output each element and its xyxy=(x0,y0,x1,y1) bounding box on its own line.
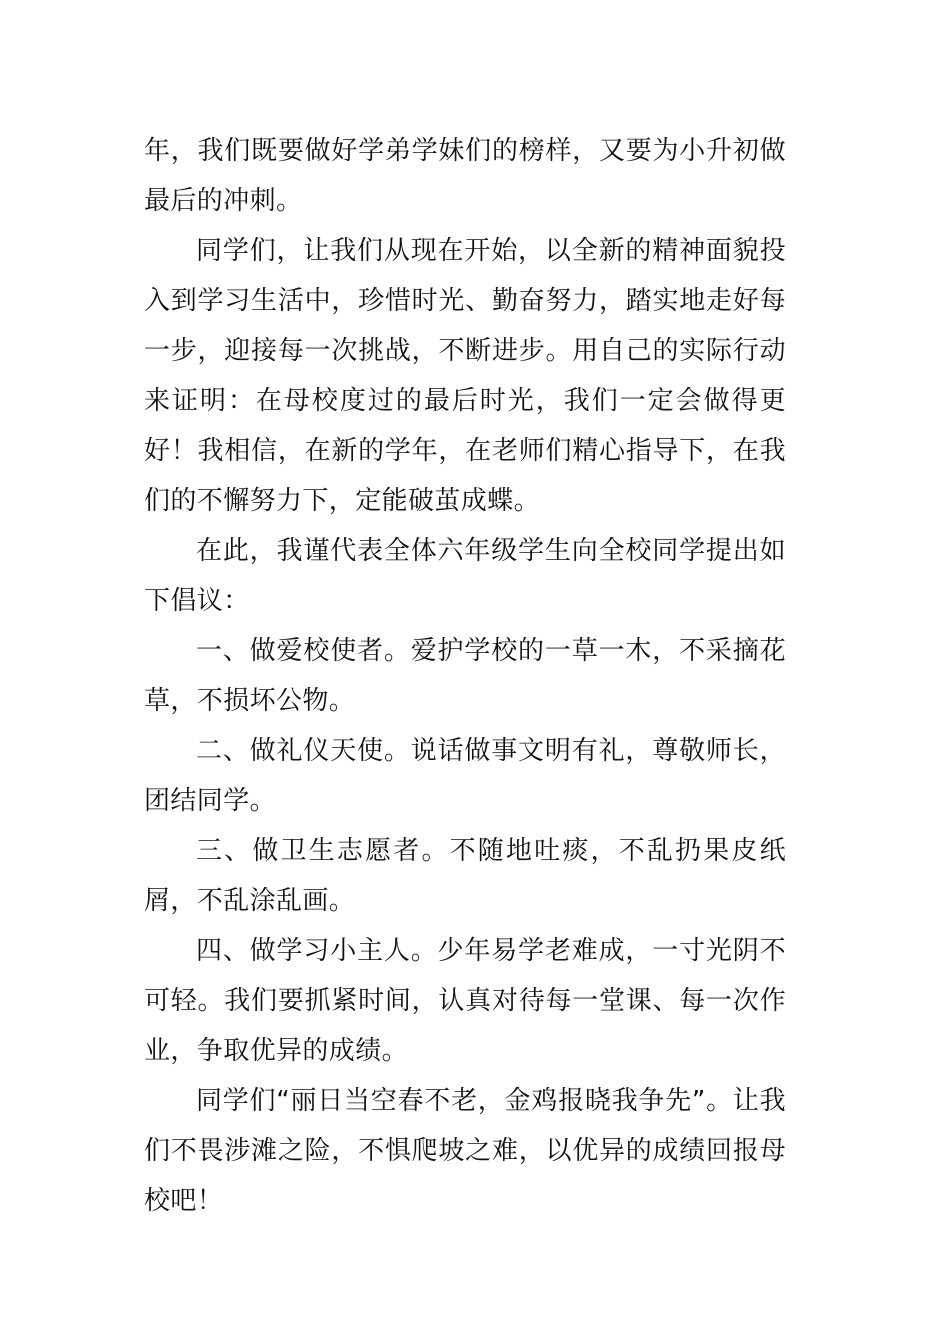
proposal-item-2: 二、做礼仪天使。说话做事文明有礼，尊敬师长，团结同学。 xyxy=(144,736,786,816)
proposal-item-3: 三、做卫生志愿者。不随地吐痰，不乱扔果皮纸屑，不乱涂乱画。 xyxy=(144,836,786,916)
paragraph-continuation: 年，我们既要做好学弟学妹们的榜样，又要为小升初做最后的冲刺。 xyxy=(144,136,786,216)
paragraph-call-to-action: 同学们，让我们从现在开始，以全新的精神面貌投入到学习生活中，珍惜时光、勤奋努力，踏实地走好每一步，迎接每一次挑战，不断进步。用自己的实际行动来证明：在母校度过的最后时光，我们一定会做得更好！我相信，在新的学年，在老师们精心指导下，在我们的不懈努力下，定能破茧成蝶。 xyxy=(144,236,786,516)
document-page xyxy=(144,126,786,1226)
proposal-item-4: 四、做学习小主人。少年易学老难成，一寸光阴不可轻。我们要抓紧时间，认真对待每一堂课、每一次作业，争取优异的成绩。 xyxy=(144,936,786,1066)
proposal-item-1: 一、做爱校使者。爱护学校的一草一木，不采摘花草，不损坏公物。 xyxy=(144,636,786,716)
paragraph-proposal-intro: 在此，我谨代表全体六年级学生向全校同学提出如下倡议： xyxy=(144,536,786,616)
paragraph-closing: 同学们“丽日当空春不老，金鸡报晓我争先”。让我们不畏涉滩之险，不惧爬坡之难，以优异的成绩回报母校吧！ xyxy=(144,1086,786,1216)
